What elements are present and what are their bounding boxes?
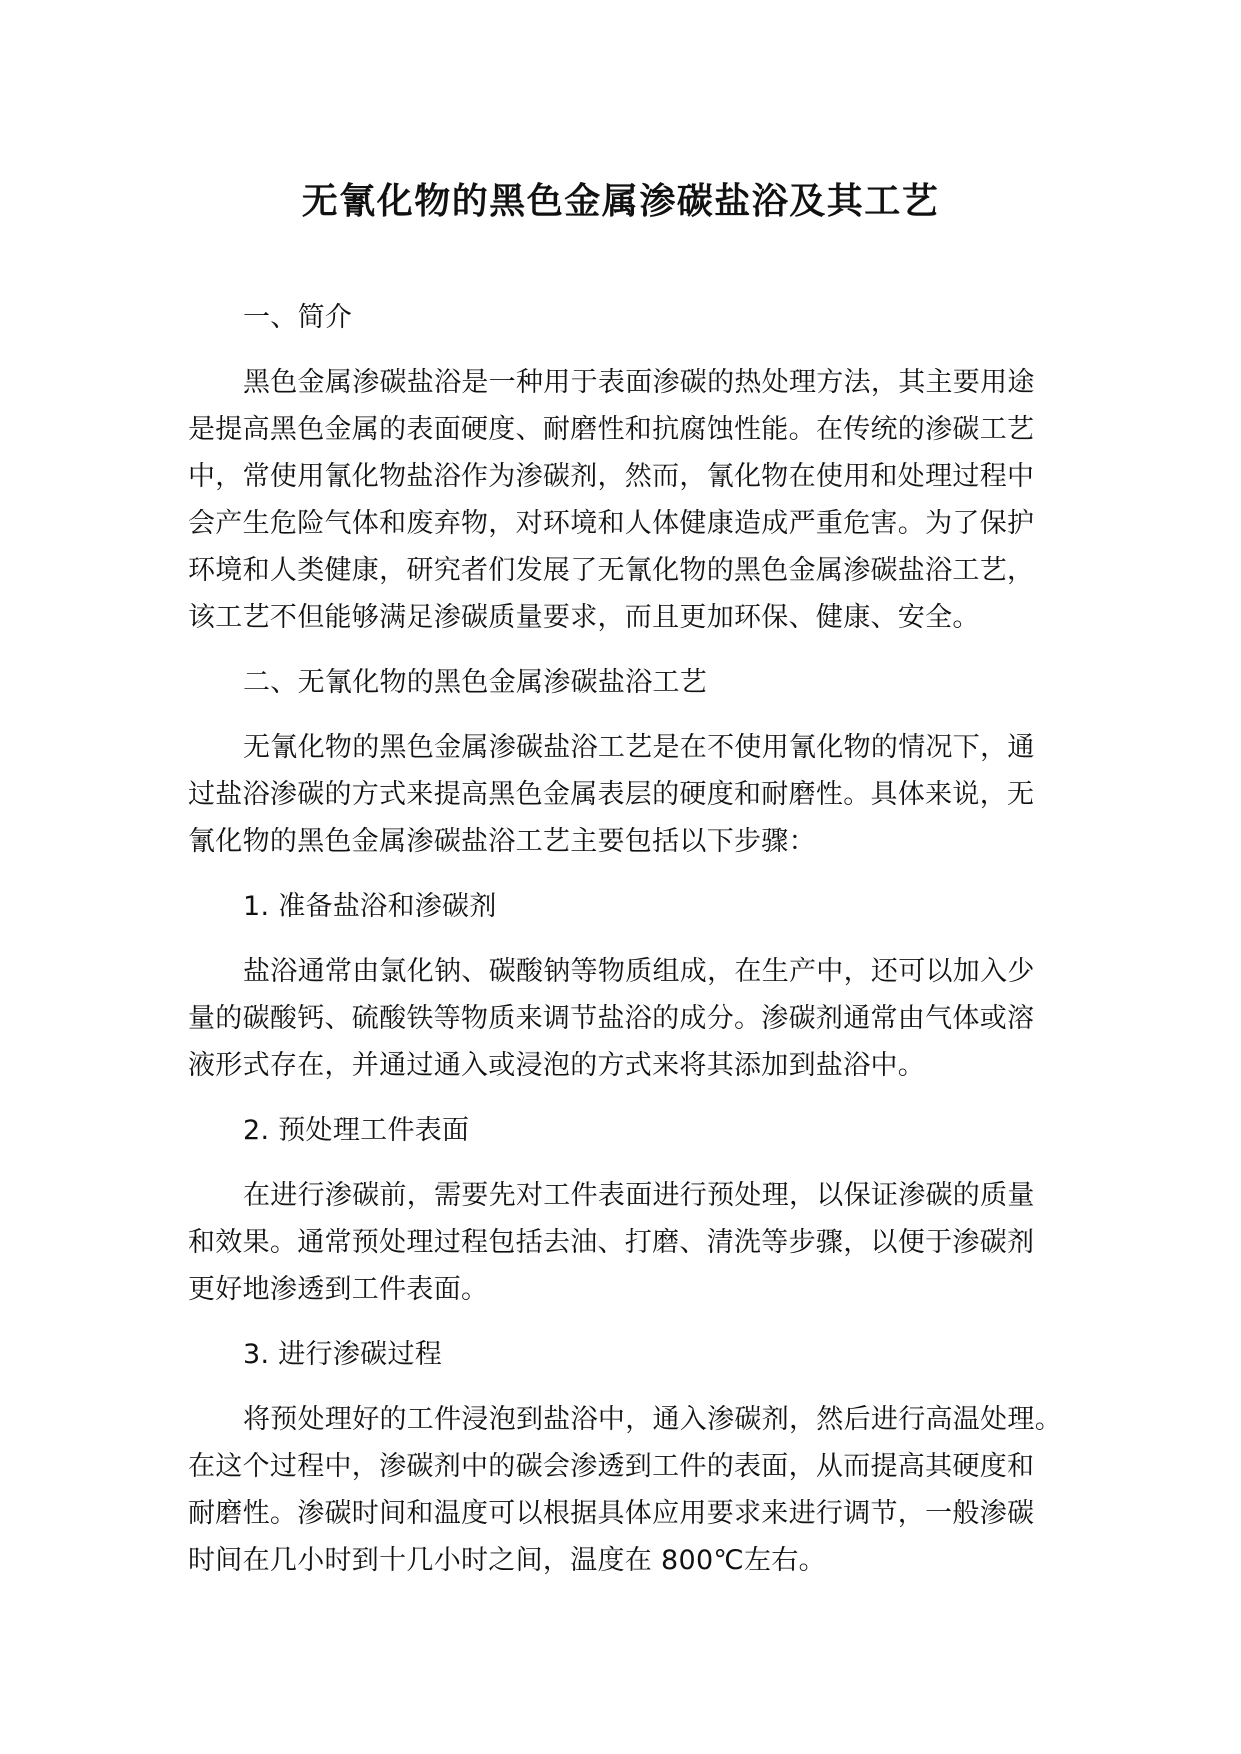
step-heading-text: 2. 预处理工件表面 [243, 1115, 470, 1146]
paragraph-line: 液形式存在，并通过通入或浸泡的方式来将其添加到盐浴中。 [188, 1050, 926, 1081]
paragraph-line: 盐浴通常由氯化钠、碳酸钠等物质组成，在生产中，还可以加入少 [243, 956, 1035, 987]
paragraph-line: 会产生危险气体和废弃物，对环境和人体健康造成严重危害。为了保护 [188, 508, 1035, 539]
paragraph-line: 氰化物的黑色金属渗碳盐浴工艺主要包括以下步骤： [188, 826, 816, 857]
paragraph-line: 无氰化物的黑色金属渗碳盐浴工艺是在不使用氰化物的情况下，通 [243, 732, 1035, 763]
step-heading-text: 1. 准备盐浴和渗碳剂 [243, 891, 497, 922]
document-title: 无氰化物的黑色金属渗碳盐浴及其工艺 [301, 181, 940, 222]
paragraph [188, 1396, 1088, 1584]
step-heading [188, 883, 1088, 930]
step-heading [188, 1331, 1088, 1378]
step-heading [188, 1107, 1088, 1154]
section-heading-text: 二、无氰化物的黑色金属渗碳盐浴工艺 [243, 667, 708, 698]
paragraph-line: 量的碳酸钙、硫酸铁等物质来调节盐浴的成分。渗碳剂通常由气体或溶 [188, 1003, 1035, 1034]
paragraph-line: 过盐浴渗碳的方式来提高黑色金属表层的硬度和耐磨性。具体来说，无 [188, 779, 1035, 810]
paragraph-line: 在进行渗碳前，需要先对工件表面进行预处理，以保证渗碳的质量 [243, 1180, 1035, 1211]
paragraph-line: 和效果。通常预处理过程包括去油、打磨、清洗等步骤，以便于渗碳剂 [188, 1227, 1035, 1258]
paragraph-line: 黑色金属渗碳盐浴是一种用于表面渗碳的热处理方法，其主要用途 [243, 367, 1035, 398]
paragraph [188, 1172, 1088, 1313]
paragraph-line: 时间在几小时到十几小时之间，温度在 800℃左右。 [188, 1545, 826, 1576]
paragraph [188, 948, 1088, 1089]
paragraph-line: 耐磨性。渗碳时间和温度可以根据具体应用要求来进行调节，一般渗碳 [188, 1498, 1035, 1529]
paragraph-line: 该工艺不但能够满足渗碳质量要求，而且更加环保、健康、安全。 [188, 602, 980, 633]
paragraph-line: 环境和人类健康，研究者们发展了无氰化物的黑色金属渗碳盐浴工艺， [188, 555, 1035, 586]
paragraph [188, 359, 1088, 641]
paragraph [188, 724, 1088, 865]
document-body [188, 294, 1088, 1602]
paragraph-line: 中，常使用氰化物盐浴作为渗碳剂，然而，氰化物在使用和处理过程中 [188, 461, 1035, 492]
paragraph-line: 更好地渗透到工件表面。 [188, 1274, 489, 1305]
section-heading [188, 294, 1088, 341]
paragraph-line: 在这个过程中，渗碳剂中的碳会渗透到工件的表面，从而提高其硬度和 [188, 1451, 1035, 1482]
step-heading-text: 3. 进行渗碳过程 [243, 1339, 443, 1370]
section-heading [188, 659, 1088, 706]
paragraph-line: 将预处理好的工件浸泡到盐浴中，通入渗碳剂，然后进行高温处理。 [243, 1404, 1062, 1435]
paragraph-line: 是提高黑色金属的表面硬度、耐磨性和抗腐蚀性能。在传统的渗碳工艺 [188, 414, 1035, 445]
section-heading-text: 一、简介 [243, 302, 353, 333]
